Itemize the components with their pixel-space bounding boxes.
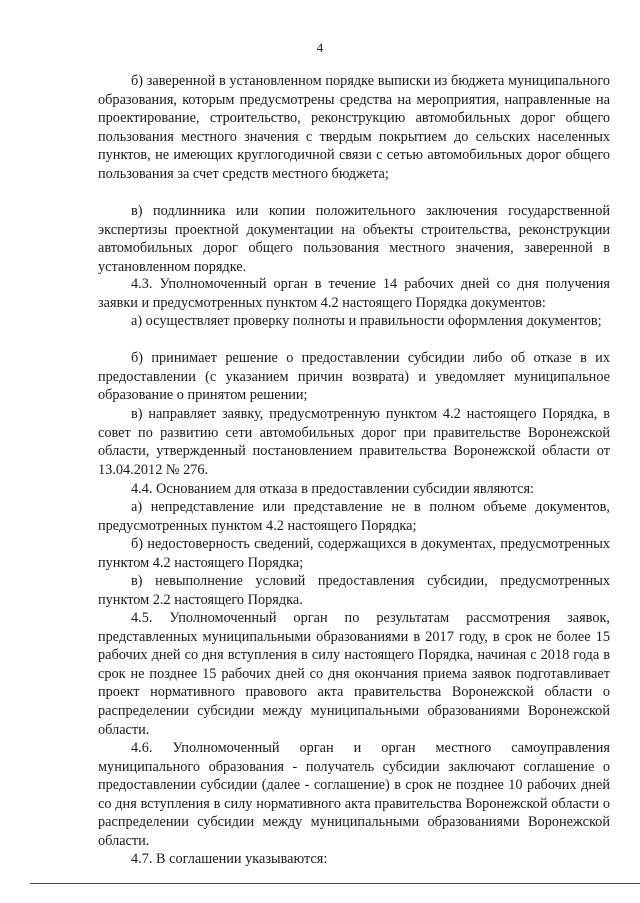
- paragraph-4-4-v: в) невыполнение условий предоставления субсидии, предусмотренных пунктом 2.2 настоящего Порядка.: [98, 573, 610, 608]
- paragraph-4-4-a: а) непредставление или представление не в полном объеме документов, предусмотренных пунктом 4.2 настоящего Порядка;: [98, 499, 610, 534]
- paragraph-b-extract: б) заверенной в установленном порядке выписки из бюджета муниципального образования, которым предусмотрены средства на мероприятия, направленные на проектирование, строительство, реконструкцию автомобильных дорог общего пользования местного значения с твердым покрытием до сельских населенных пунктов, не имеющих круглогодичной связи с сетью автомобильных дорог общего пользования за счет средств местного бюджета;: [98, 73, 610, 182]
- paragraph-4-3-v: в) направляет заявку, предусмотренную пунктом 4.2 настоящего Порядка, в совет по развитию сети автомобильных дорог при правительстве Воронежской области, утвержденный постановлением правительства Воронежской области от 13.04.2012 № 276.: [98, 406, 610, 478]
- paragraph-v-expertise: в) подлинника или копии положительного заключения государственной экспертизы проектной документации на объекты строительства, реконструкции автомобильных дорог общего пользования местного значения, заверенной в установленном порядке.: [98, 203, 610, 275]
- paragraph-4-6: 4.6. Уполномоченный орган и орган местного самоуправления муниципального образования - получатель субсидии заключают соглашение о предоставлении субсидии (далее - соглашение) в срок не позднее 10 рабочих дней со дня вступления в силу нормативного акта правительства Воронежской области о распределении субсидии между муниципальными образованиями Воронежской области.: [98, 740, 610, 849]
- paragraph-4-5: 4.5. Уполномоченный орган по результатам рассмотрения заявок, представленных муниципальными образованиями в 2017 году, в срок не более 15 рабочих дней со дня вступления в силу настоящего Порядка, начиная с 2018 года в срок не позднее 15 рабочих дней со дня окончания приема заявок подготавливает проект нормативного правового акта правительства Воронежской области о распределении субсидии между муниципальными образованиями Воронежской области.: [98, 610, 610, 738]
- paragraph-4-3-b: б) принимает решение о предоставлении субсидии либо об отказе в их предоставлении (с указанием причин возврата) и уведомляет муниципальное образование о принятом решении;: [98, 350, 610, 404]
- paragraph-4-3-a: а) осуществляет проверку полноты и правильности оформления документов;: [131, 313, 602, 329]
- paragraph-4-7: 4.7. В соглашении указываются:: [131, 851, 328, 867]
- document-body: [98, 72, 610, 869]
- paragraph-4-3: 4.3. Уполномоченный орган в течение 14 рабочих дней со дня получения заявки и предусмотренных пунктом 4.2 настоящего Порядка документов:: [98, 276, 610, 311]
- footer-rule: [30, 883, 640, 884]
- page-number: 4: [316, 40, 324, 55]
- paragraph-4-4-b: б) недостоверность сведений, содержащихся в документах, предусмотренных пунктом 4.2 настоящего Порядка;: [98, 536, 610, 571]
- paragraph-4-4: 4.4. Основанием для отказа в предоставлении субсидии являются:: [131, 481, 535, 497]
